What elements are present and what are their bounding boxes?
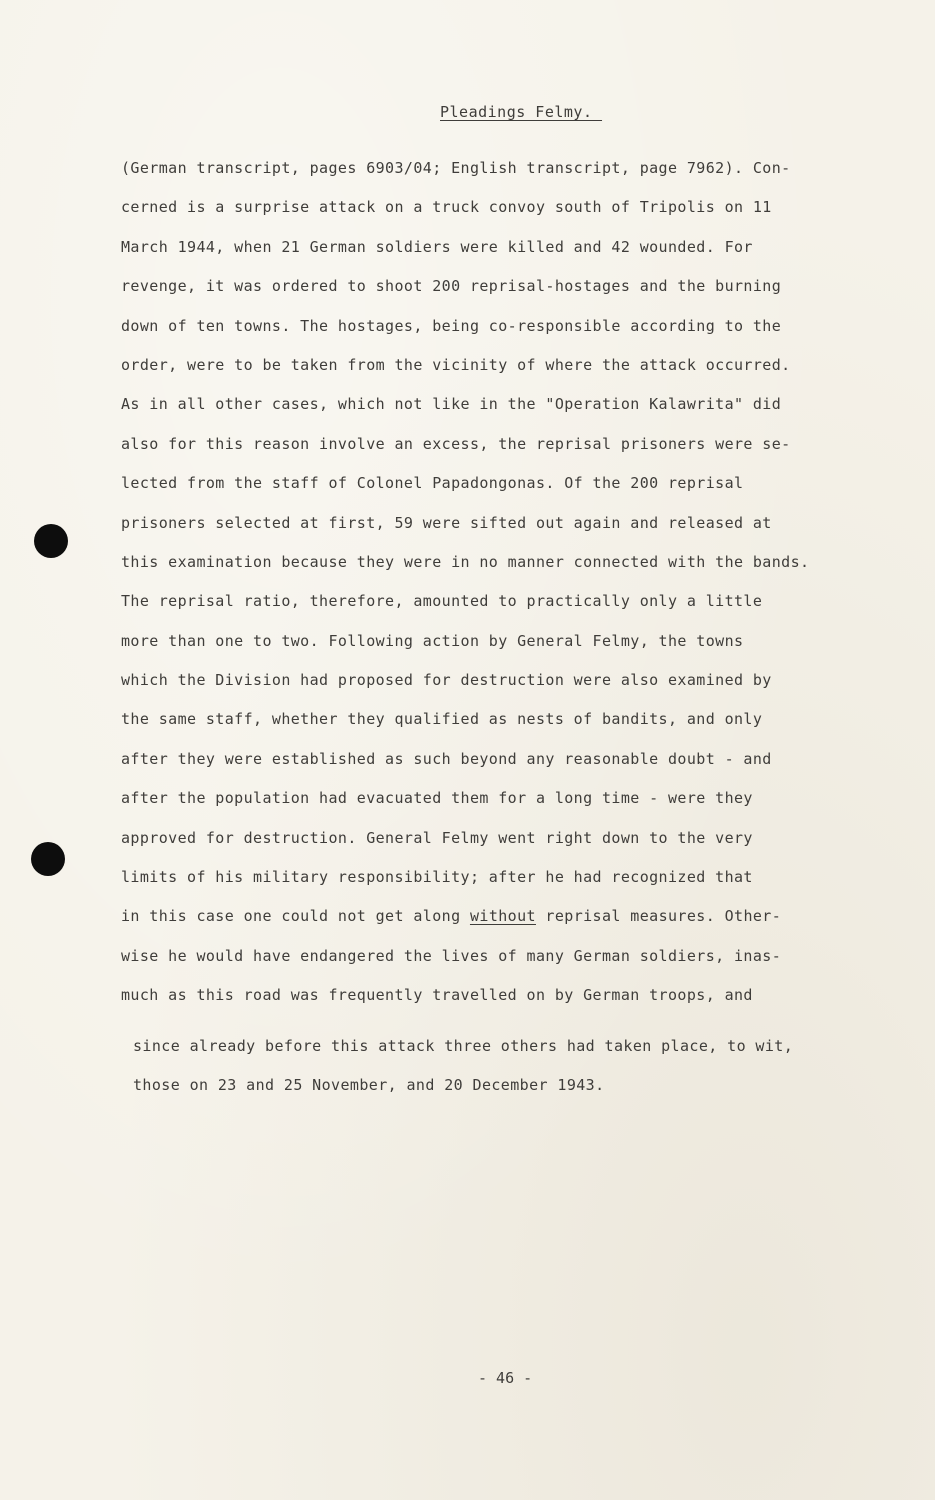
text-line: since already before this attack three others had taken place, to wit, [133, 1037, 794, 1055]
text-line: those on 23 and 25 November, and 20 December 1943. [133, 1076, 605, 1095]
text-line-underlined [121, 906, 841, 945]
text-line: after the population had evacuated them for a long time - were they [121, 789, 753, 808]
text-line: wise he would have endangered the lives of many German soldiers, inas- [121, 946, 782, 965]
text-line: The reprisal ratio, therefore, amounted to practically only a little [121, 592, 763, 611]
text-line: limits of his military responsibility; after he had recognized that [121, 868, 753, 887]
text-line: prisoners selected at first, 59 were sifted out again and released at [121, 513, 772, 532]
title-tail: _ [592, 103, 603, 121]
text-line: March 1944, when 21 German soldiers were killed and 42 wounded. For [121, 237, 753, 256]
text-segment: in this case one could not get along [121, 907, 470, 926]
text-line: cerned is a surprise attack on a truck convoy south of Tripolis on 11 [121, 198, 772, 217]
punch-hole [34, 524, 68, 558]
main-paragraph [121, 158, 841, 1025]
text-line: more than one to two. Following action by General Felmy, the towns [121, 631, 744, 650]
text-segment: reprisal measures. Other- [535, 907, 782, 926]
text-line: (German transcript, pages 6903/04; English transcript, page 7962). Con- [121, 159, 791, 177]
text-line: which the Division had proposed for destruction were also examined by [121, 671, 772, 690]
punch-hole [31, 842, 65, 876]
title-text: Pleadings Felmy. [440, 103, 593, 121]
text-line: the same staff, whether they qualified as nests of bandits, and only [121, 710, 763, 729]
underlined-word: without [469, 907, 536, 926]
text-line: order, were to be taken from the vicinity of where the attack occurred. [121, 355, 791, 374]
text-line: much as this road was frequently travelled on by German troops, and [121, 986, 753, 1005]
text-line: also for this reason involve an excess, the reprisal prisoners were se- [121, 434, 791, 453]
text-line: this examination because they were in no manner connected with the bands. [121, 552, 810, 571]
text-line: down of ten towns. The hostages, being co-responsible according to the [121, 316, 782, 335]
text-line: revenge, it was ordered to shoot 200 reprisal-hostages and the burning [121, 277, 782, 296]
document-title [440, 103, 602, 121]
page-number: - 46 - [478, 1369, 533, 1387]
text-line: after they were established as such beyond any reasonable doubt - and [121, 749, 772, 768]
continuation-paragraph [133, 1036, 833, 1115]
text-line: lected from the staff of Colonel Papadongonas. Of the 200 reprisal [121, 474, 744, 493]
text-line: approved for destruction. General Felmy went right down to the very [121, 828, 753, 847]
text-line: As in all other cases, which not like in the "Operation Kalawrita" did [121, 395, 782, 414]
